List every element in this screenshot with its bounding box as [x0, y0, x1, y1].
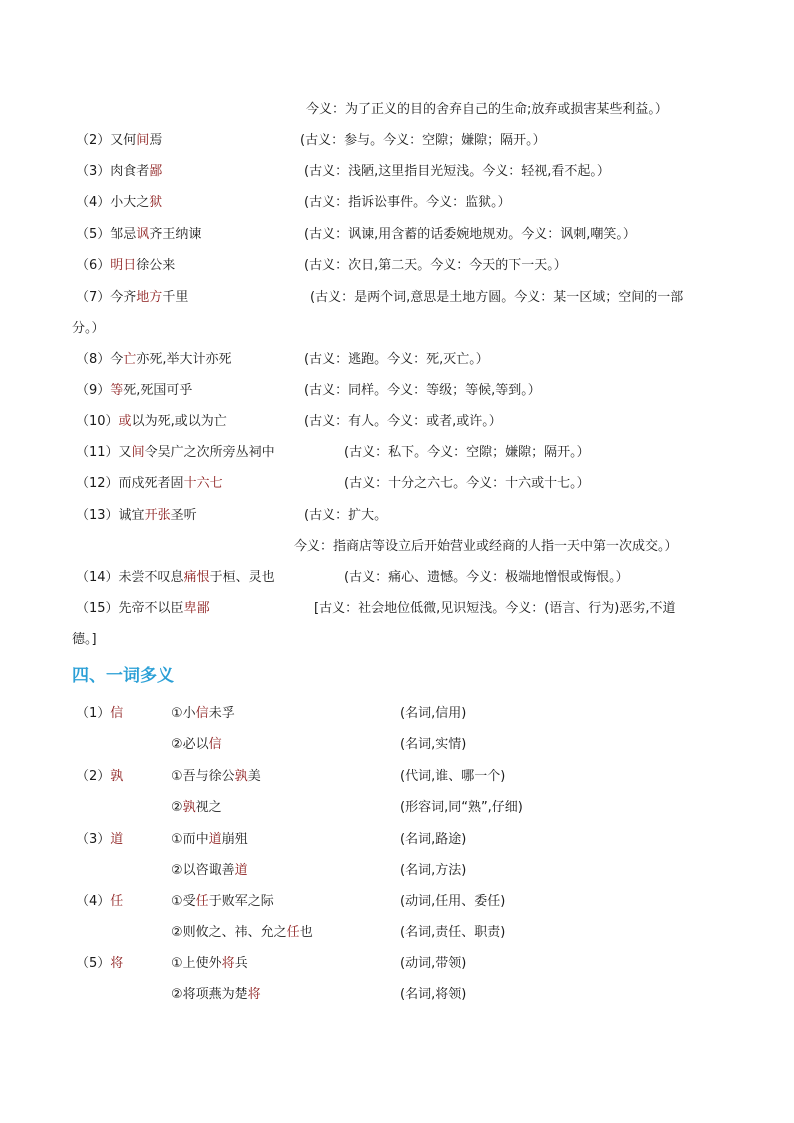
definition-text: (古义：参与。今义：空隙；嫌隙；隔开。） [300, 133, 546, 148]
sentence-text: 于桓、灵也 [209, 570, 275, 585]
highlighted-word: 等 [110, 383, 124, 398]
highlighted-word: 鄙 [149, 164, 163, 179]
vocab-item-4 [76, 194, 162, 212]
sentence-text: 今 [110, 352, 124, 367]
sentence-text: 焉 [149, 133, 163, 148]
item-number: （2） [76, 769, 111, 784]
sense-1-2 [171, 736, 222, 754]
sentence-text: 死,死国可乎 [123, 383, 193, 398]
sentence-text: 也 [299, 925, 313, 940]
item-number: （4） [76, 894, 111, 909]
vocab-item-9 [76, 382, 192, 400]
sentence-text: 未孚 [208, 706, 235, 721]
definition-9 [304, 382, 541, 400]
highlighted-word: 开张 [144, 508, 171, 523]
definition-12 [344, 475, 590, 493]
vocab-item-15 [76, 600, 210, 618]
polysemy-word: 孰 [110, 769, 124, 784]
definition-text: (名词,信用) [400, 706, 467, 721]
definition-wrap-15 [72, 631, 97, 649]
vocab-item-12 [76, 475, 223, 493]
sense-marker: ② [171, 800, 183, 815]
sentence-text: 崩殂 [221, 832, 248, 847]
polysemy-group-2 [76, 768, 123, 786]
item-number: （12） [76, 476, 119, 491]
item-number: （3） [76, 164, 111, 179]
definition-text: 今义：指商店等设立后开始营业或经商的人指一天中第一次成交。） [294, 539, 678, 554]
item-number: （1） [76, 706, 111, 721]
sentence-text: 亦死,举大计亦死 [136, 352, 232, 367]
sentence-text: 先帝不以臣 [118, 601, 184, 616]
sense-marker: ① [171, 956, 183, 971]
definition-2 [300, 132, 546, 150]
definition-text: 今义：为了正义的目的舍弃自己的生命;放弃或损害某些利益。） [306, 102, 668, 117]
item-number: （2） [76, 133, 111, 148]
sentence-text: 必以 [182, 737, 209, 752]
sentence-text: 邹忌 [110, 227, 137, 242]
definition-text: (名词,方法) [400, 863, 467, 878]
item-number: （13） [76, 508, 119, 523]
sentence-text: 千里 [162, 290, 189, 305]
sense-2-1 [171, 768, 261, 786]
highlighted-word: 十六七 [183, 476, 223, 491]
sentence-text: 兵 [234, 956, 248, 971]
highlighted-word: 孰 [182, 800, 196, 815]
sentence-text: 小大之 [110, 195, 150, 210]
sense-marker: ② [171, 987, 183, 1002]
sense-definition-1-1 [400, 705, 466, 723]
sense-definition-1-2 [400, 736, 466, 754]
sentence-text: 美 [247, 769, 261, 784]
polysemy-group-3 [76, 831, 123, 849]
highlighted-word: 道 [234, 863, 248, 878]
sentence-text: 今齐 [110, 290, 137, 305]
definition-5 [304, 226, 636, 244]
highlighted-word: 间 [131, 445, 145, 460]
sense-2-2 [171, 799, 222, 817]
sense-definition-2-1 [400, 768, 505, 786]
sense-marker: ① [171, 832, 183, 847]
sentence-text: 以为死,或以为亡 [131, 414, 227, 429]
sentence-text: 徐公来 [136, 258, 176, 273]
vocab-item-3 [76, 163, 162, 181]
sense-definition-4-1 [400, 893, 505, 911]
sense-marker: ① [171, 894, 183, 909]
sentence-text: 未尝不叹息 [118, 570, 184, 585]
definition-text: 德。] [72, 632, 97, 647]
vocab-item-14 [76, 569, 275, 587]
sentence-text: 而中 [182, 832, 209, 847]
sentence-text: 圣听 [170, 508, 197, 523]
vocab-item-11 [76, 444, 275, 462]
definition-text: (古义：扩大。 [304, 508, 388, 523]
sense-marker: ① [171, 706, 183, 721]
definition-text: (代词,谁、哪一个) [400, 769, 506, 784]
sense-1-1 [171, 705, 235, 723]
definition-text: (名词,责任、职责) [400, 925, 506, 940]
sentence-text: 令吴广之次所旁丛祠中 [144, 445, 275, 460]
sense-definition-3-1 [400, 831, 466, 849]
sense-4-1 [171, 893, 274, 911]
definition-text: (古义：痛心、遗憾。今义：极端地憎恨或悔恨。） [344, 570, 629, 585]
polysemy-word: 信 [110, 706, 124, 721]
highlighted-word: 任 [286, 925, 300, 940]
vocab-item-6 [76, 257, 175, 275]
definition-8 [304, 351, 489, 369]
sense-definition-2-2 [400, 799, 523, 817]
section-heading: 四、一词多义 [72, 666, 174, 686]
highlighted-word: 狱 [149, 195, 163, 210]
item-number: （6） [76, 258, 111, 273]
item-number: （5） [76, 227, 111, 242]
sense-marker: ② [171, 863, 183, 878]
item-number: （9） [76, 383, 111, 398]
vocab-item-7 [76, 289, 188, 307]
item-number: （3） [76, 832, 111, 847]
sense-definition-3-2 [400, 862, 466, 880]
highlighted-word: 信 [208, 737, 222, 752]
highlighted-word: 地方 [136, 290, 163, 305]
item-number: （14） [76, 570, 119, 585]
polysemy-group-5 [76, 955, 123, 973]
polysemy-word: 任 [110, 894, 124, 909]
definition-wrap-7 [72, 320, 105, 338]
definition-4 [304, 194, 511, 212]
definition-11 [344, 444, 590, 462]
definition-text: (古义：有人。今义：或者,或许。） [304, 414, 502, 429]
definition-text: (古义：次日,第二天。今义：今天的下一天。） [304, 258, 567, 273]
sentence-text: 受 [182, 894, 196, 909]
sentence-text: 于败军之际 [208, 894, 274, 909]
definition-text: (名词,将领) [400, 987, 467, 1002]
definition-text: (古义：讽谏,用含蓄的话委婉地规劝。今义：讽刺,嘲笑。） [304, 227, 636, 242]
sense-3-1 [171, 831, 248, 849]
definition-13 [304, 507, 387, 525]
vocab-item-10 [76, 413, 227, 431]
definition-10 [304, 413, 502, 431]
sentence-text: 诚宜 [118, 508, 145, 523]
definition-7 [310, 289, 683, 307]
definition-text: 分。） [72, 321, 105, 336]
sentence-text: 上使外 [182, 956, 222, 971]
item-number: （7） [76, 290, 111, 305]
polysemy-group-1 [76, 705, 123, 723]
definition-text: (古义：逃跑。今义：死,灭亡。） [304, 352, 489, 367]
highlighted-word: 卑鄙 [183, 601, 210, 616]
sentence-text: 又 [118, 445, 132, 460]
sense-marker: ② [171, 737, 183, 752]
sentence-text: 视之 [195, 800, 222, 815]
highlighted-word: 明日 [110, 258, 137, 273]
vocab-item-5 [76, 226, 201, 244]
sense-5-2 [171, 986, 261, 1004]
sentence-text: 齐王纳谏 [149, 227, 202, 242]
definition-text: (古义：私下。今义：空隙；嫌隙；隔开。） [344, 445, 590, 460]
highlighted-word: 任 [195, 894, 209, 909]
highlighted-word: 道 [208, 832, 222, 847]
polysemy-word: 将 [110, 956, 124, 971]
definition-text: (古义：同样。今义：等级；等候,等到。） [304, 383, 541, 398]
polysemy-group-4 [76, 893, 123, 911]
sentence-text: 以咨诹善 [182, 863, 235, 878]
sense-4-2 [171, 924, 313, 942]
item-number: （4） [76, 195, 111, 210]
vocab-item-2 [76, 132, 162, 150]
definition-text: (动词,带领) [400, 956, 467, 971]
highlighted-word: 间 [136, 133, 150, 148]
sentence-text: 又何 [110, 133, 137, 148]
item-number: （8） [76, 352, 111, 367]
definition-14 [344, 569, 629, 587]
sense-5-1 [171, 955, 248, 973]
highlighted-word: 将 [221, 956, 235, 971]
sense-marker: ② [171, 925, 183, 940]
sense-definition-5-1 [400, 955, 466, 973]
definition-text: (古义：浅陋,这里指目光短浅。今义：轻视,看不起。） [304, 164, 610, 179]
highlighted-word: 将 [247, 987, 261, 1002]
sentence-text: 将项燕为楚 [182, 987, 248, 1002]
highlighted-word: 痛恨 [183, 570, 210, 585]
item-number: （11） [76, 445, 119, 460]
definition-text: [古义：社会地位低微,见识短浅。今义：(语言、行为)恶劣,不道 [314, 601, 676, 616]
definition-15 [314, 600, 675, 618]
sentence-text: 小 [182, 706, 196, 721]
sense-3-2 [171, 862, 248, 880]
item-number: （15） [76, 601, 119, 616]
sense-marker: ① [171, 769, 183, 784]
continued-definition [306, 101, 668, 119]
definition-text: (形容词,同“熟”,仔细) [400, 800, 523, 815]
sentence-text: 吾与徐公 [182, 769, 235, 784]
item-number: （5） [76, 956, 111, 971]
definition-6 [304, 257, 567, 275]
highlighted-word: 讽 [136, 227, 150, 242]
definition-text: (动词,任用、委任) [400, 894, 506, 909]
sense-definition-5-2 [400, 986, 466, 1004]
definition-text: (古义：是两个词,意思是土地方圆。今义：某一区域；空间的一部 [310, 290, 684, 305]
highlighted-word: 或 [118, 414, 132, 429]
sentence-text: 则攸之、祎、允之 [182, 925, 287, 940]
vocab-item-8 [76, 351, 231, 369]
highlighted-word: 孰 [234, 769, 248, 784]
item-number: （10） [76, 414, 119, 429]
definition-text: (古义：指诉讼事件。今义：监狱。） [304, 195, 511, 210]
vocab-item-13 [76, 507, 197, 525]
highlighted-word: 信 [195, 706, 209, 721]
sense-definition-4-2 [400, 924, 505, 942]
sentence-text: 而戍死者固 [118, 476, 184, 491]
definition-3 [304, 163, 610, 181]
definition-text: (名词,实情) [400, 737, 467, 752]
sentence-text: 肉食者 [110, 164, 150, 179]
definition-text: (古义：十分之六七。今义：十六或十七。） [344, 476, 590, 491]
definition-cont-13 [294, 538, 678, 556]
definition-text: (名词,路途) [400, 832, 467, 847]
polysemy-word: 道 [110, 832, 124, 847]
highlighted-word: 亡 [123, 352, 137, 367]
